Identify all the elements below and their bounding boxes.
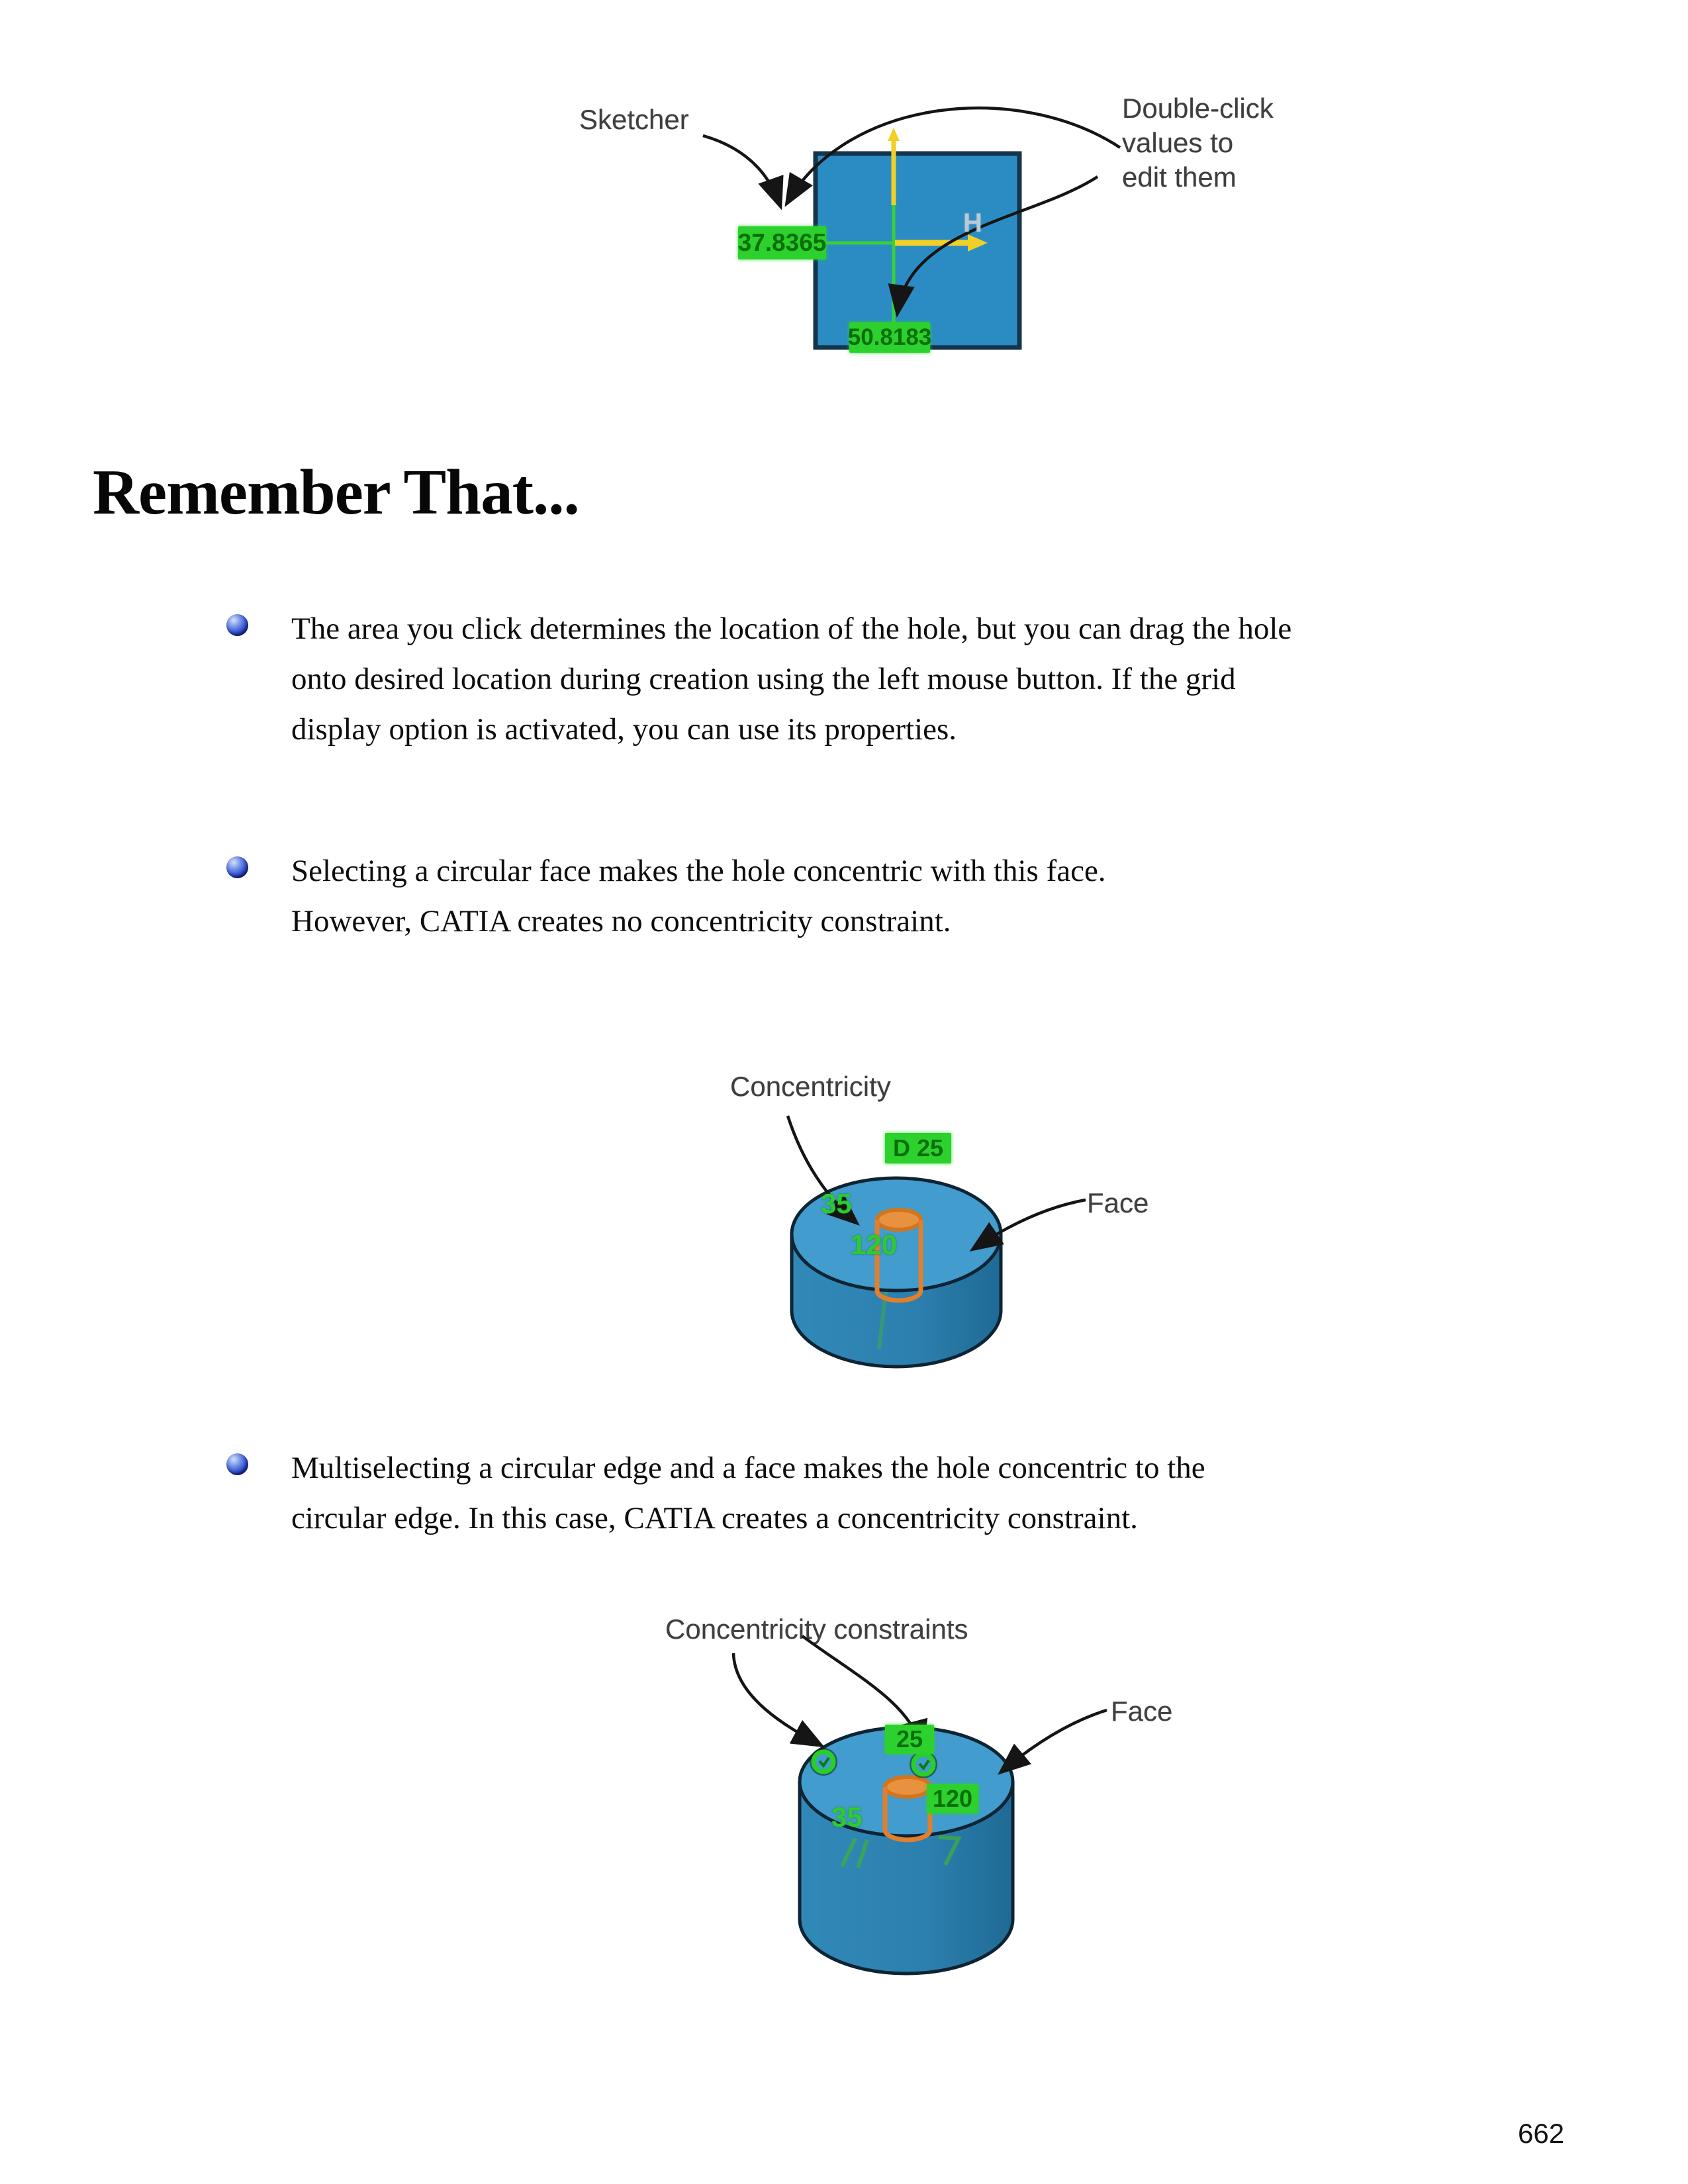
sketcher-arrow [703,136,780,205]
hole-angle-dimension[interactable]: 120 [851,1229,898,1260]
concentricity-constraints-label: Concentricity constraints [665,1614,968,1645]
h-axis-label: H [963,208,982,238]
bullet-1-line-2: onto desired location during creation using the left mouse button. If the grid [291,662,1236,696]
hole-profile-top [885,1777,930,1797]
sketcher-figure-graphic [563,63,1324,374]
bullet-item-2 [291,846,1496,946]
bullet-1-line-3: display option is activated, you can use its properties. [291,712,957,747]
hole-diameter-dimension[interactable]: 25 [885,1725,934,1754]
face-label: Face [1087,1187,1149,1218]
sketch-plane-square [816,154,1019,347]
bullet-3-line-1: Multiselecting a circular edge and a face makes the hole concentric to the [291,1451,1205,1485]
bullet-3-line-2: circular edge. In this case, CATIA creates a concentricity constraint. [291,1501,1138,1535]
sketch-value-left[interactable]: 37.8365 [738,226,826,259]
concentricity-constraints-figure-graphic [629,1575,1192,2025]
sketch-value-bottom[interactable]: 50.8183 [849,322,930,353]
hole-depth-dimension[interactable]: 35 [831,1801,863,1833]
concentricity-label: Concentricity [730,1071,891,1102]
page-number: 662 [1518,2118,1565,2149]
callout-line-2: values to [1122,127,1234,158]
bullet-sphere-icon [226,1453,248,1475]
face-label: Face [1111,1696,1173,1727]
hole-depth-dimension[interactable]: 35 [821,1188,852,1219]
callout-line-3: edit them [1122,161,1237,193]
hole-profile-top [877,1210,921,1230]
bullet-2-line-2: However, CATIA creates no concentricity constraint. [291,904,951,938]
face-arrow [1002,1710,1107,1771]
bullet-item-3 [291,1443,1496,1543]
bullet-sphere-icon [226,856,248,878]
constraints-arrow-left [733,1653,820,1745]
bullet-2-line-1: Selecting a circular face makes the hole concentric with this face. [291,854,1106,888]
hole-diameter-dimension[interactable]: D 25 [885,1133,951,1163]
bullet-1-line-1: The area you click determines the location of the hole, but you can drag the hole [291,612,1292,646]
v-axis-arrowhead-icon [888,128,900,141]
bullet-item-1 [291,604,1496,754]
concentric-face-figure-graphic [662,1032,1165,1436]
bullet-sphere-icon [226,614,248,636]
page-title: Remember That... [93,457,579,527]
hole-angle-dimension[interactable]: 120 [927,1784,978,1813]
sketcher-figure-label: Sketcher [579,104,689,135]
callout-line-1: Double-click [1122,93,1274,124]
